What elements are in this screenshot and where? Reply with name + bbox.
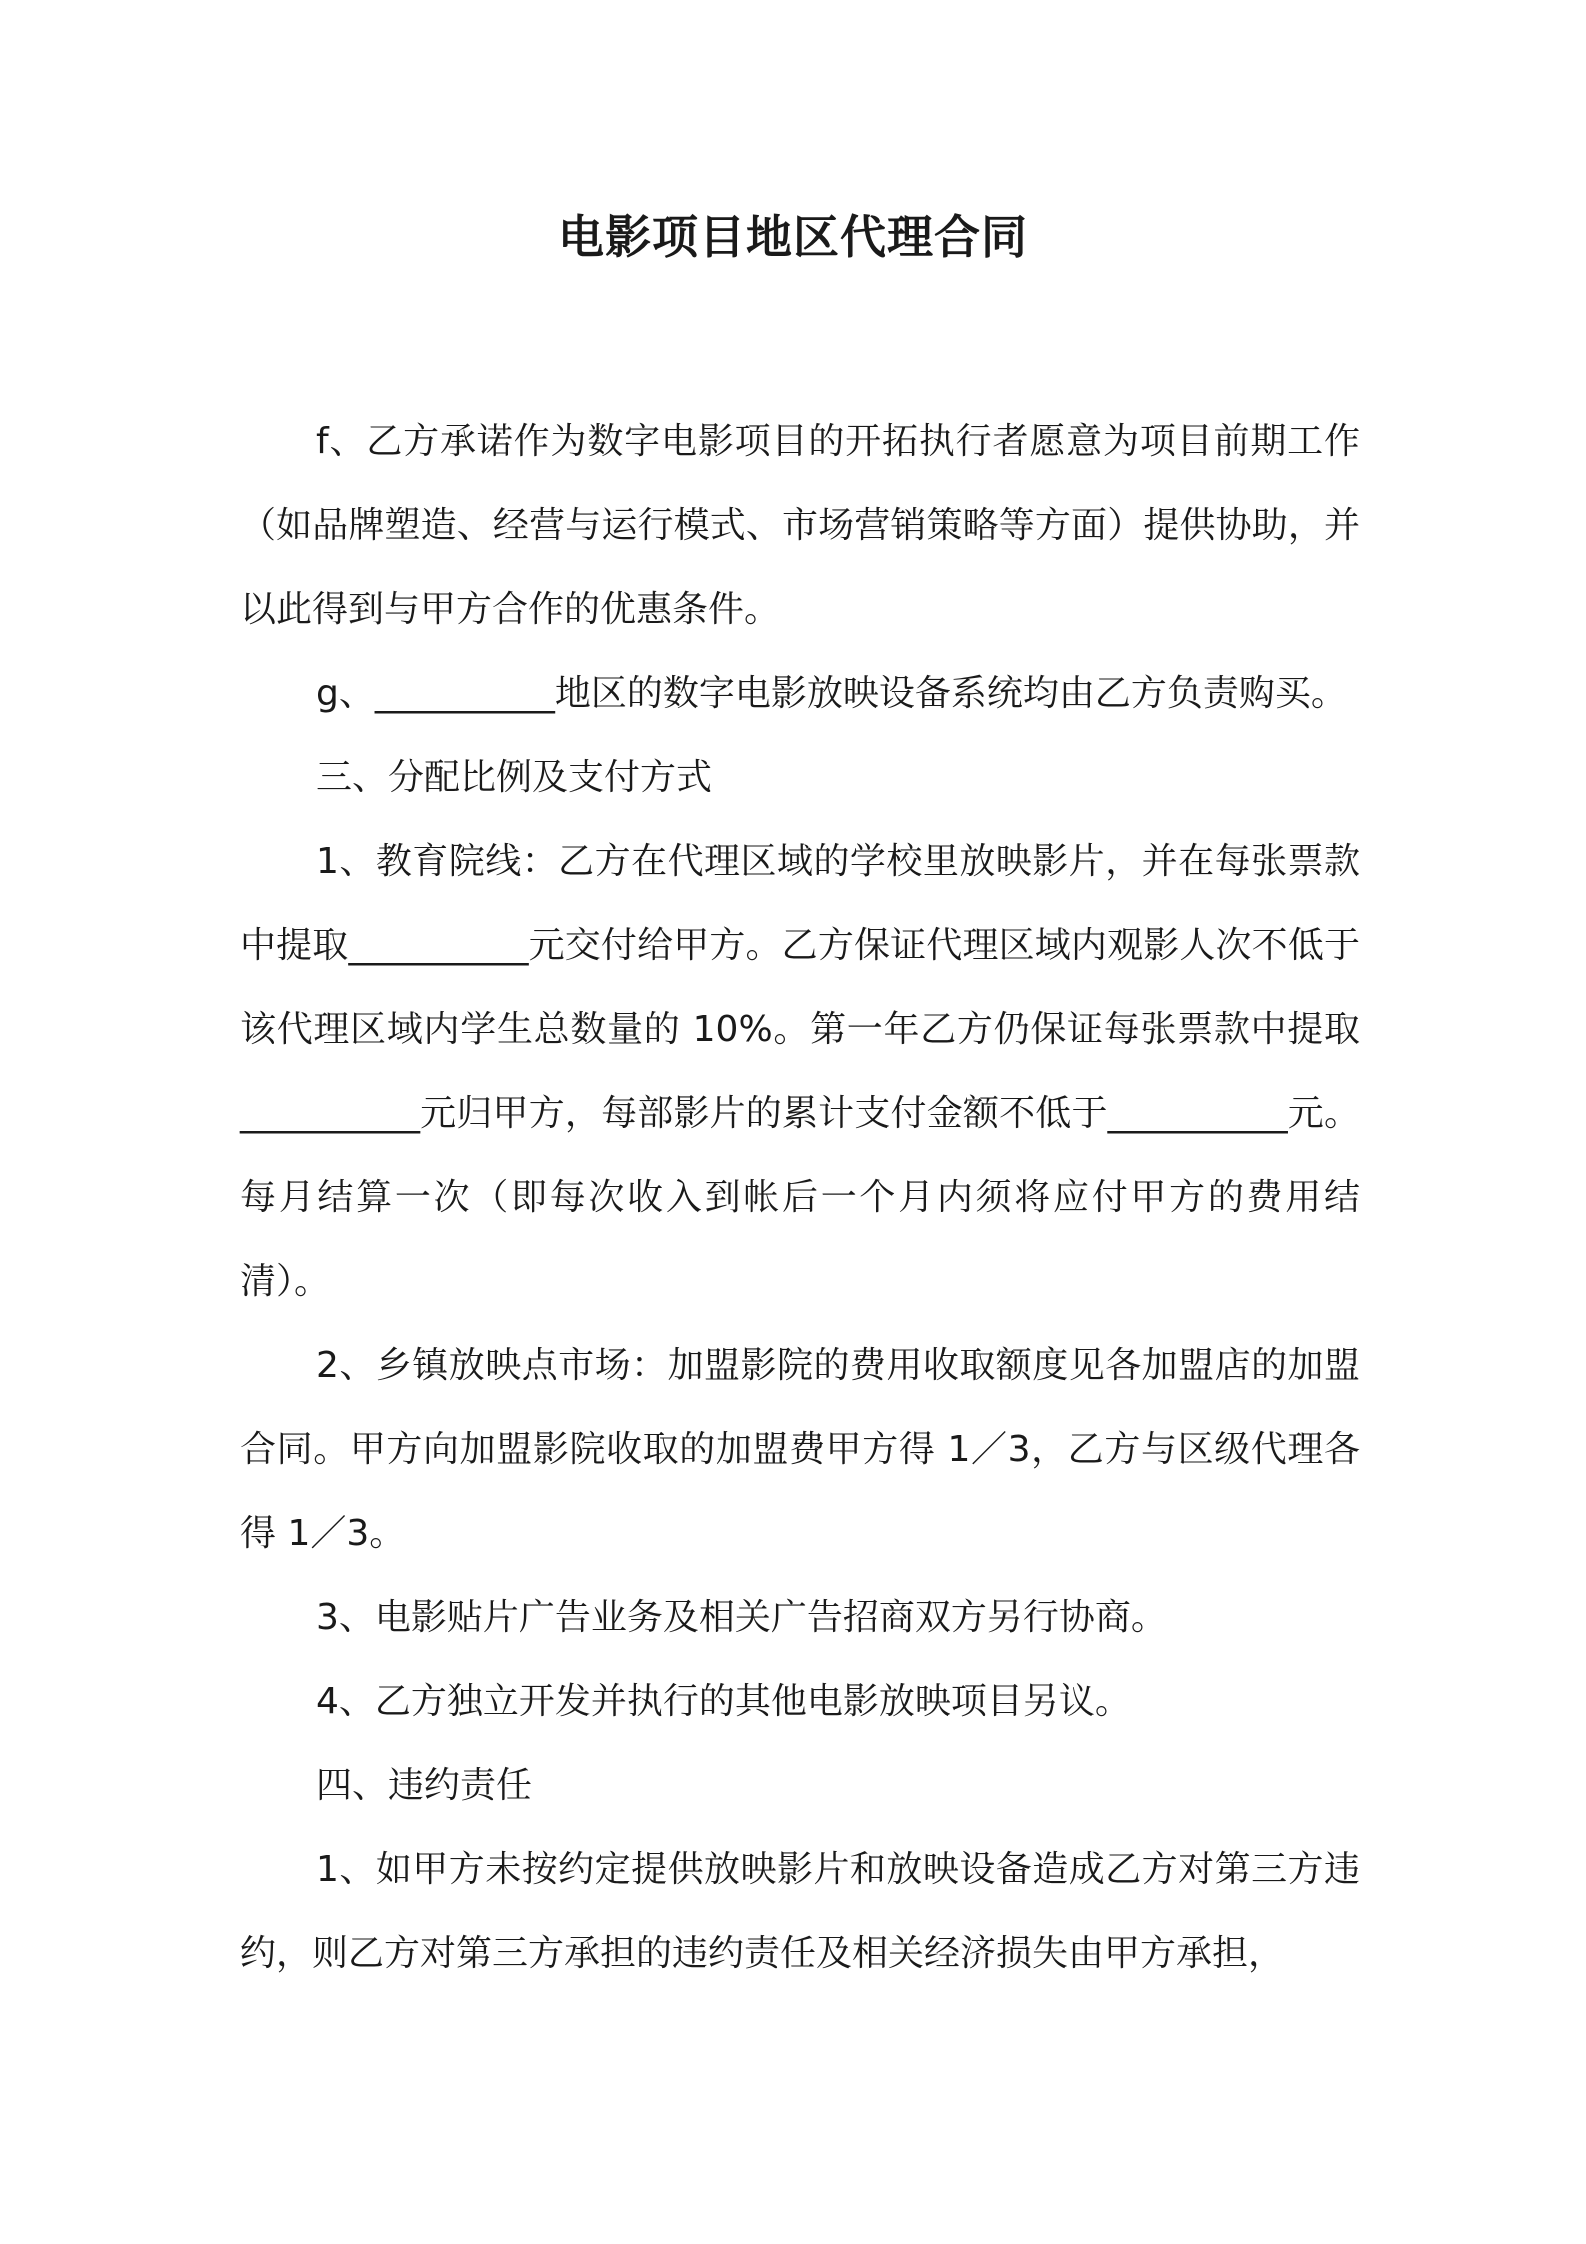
document-title: 电影项目地区代理合同	[558, 210, 1028, 264]
paragraph-advertising: 3、电影贴片广告业务及相关广告招商双方另行协商。	[316, 1597, 1167, 1638]
paragraph-liability-1: 1、如甲方未按约定提供放映影片和放映设备造成乙方对第三方违约，则乙方对第三方承担的违约责任及相关经济损失由甲方承担，	[240, 1849, 1360, 1974]
paragraph-education-cinema: 1、教育院线：乙方在代理区域的学校里放映影片，并在每张票款中提取__________元交付给甲方。乙方保证代理区域内观影人次不低于该代理区域内学生总数量的 10%。第一年乙方仍保证每张票款中提取__________元归甲方，每部影片的累计支付金额不低于__________元。每月结算一次（即每次收入到帐后一个月内须将应付甲方的费用结清）。	[240, 841, 1360, 1302]
paragraph-township-market: 2、乡镇放映点市场：加盟影院的费用收取额度见各加盟店的加盟合同。甲方向加盟影院收取的加盟费甲方得 1／3，乙方与区级代理各得 1／3。	[240, 1345, 1360, 1554]
paragraph-f: f、乙方承诺作为数字电影项目的开拓执行者愿意为项目前期工作（如品牌塑造、经营与运行模式、市场营销策略等方面）提供协助，并以此得到与甲方合作的优惠条件。	[240, 421, 1360, 630]
paragraph-other-projects: 4、乙方独立开发并执行的其他电影放映项目另议。	[316, 1681, 1131, 1722]
document-body	[240, 400, 1360, 1996]
section-heading-distribution: 三、分配比例及支付方式	[316, 757, 713, 798]
section-heading-liability: 四、违约责任	[316, 1765, 533, 1806]
paragraph-g: g、__________地区的数字电影放映设备系统均由乙方负责购买。	[316, 673, 1347, 714]
